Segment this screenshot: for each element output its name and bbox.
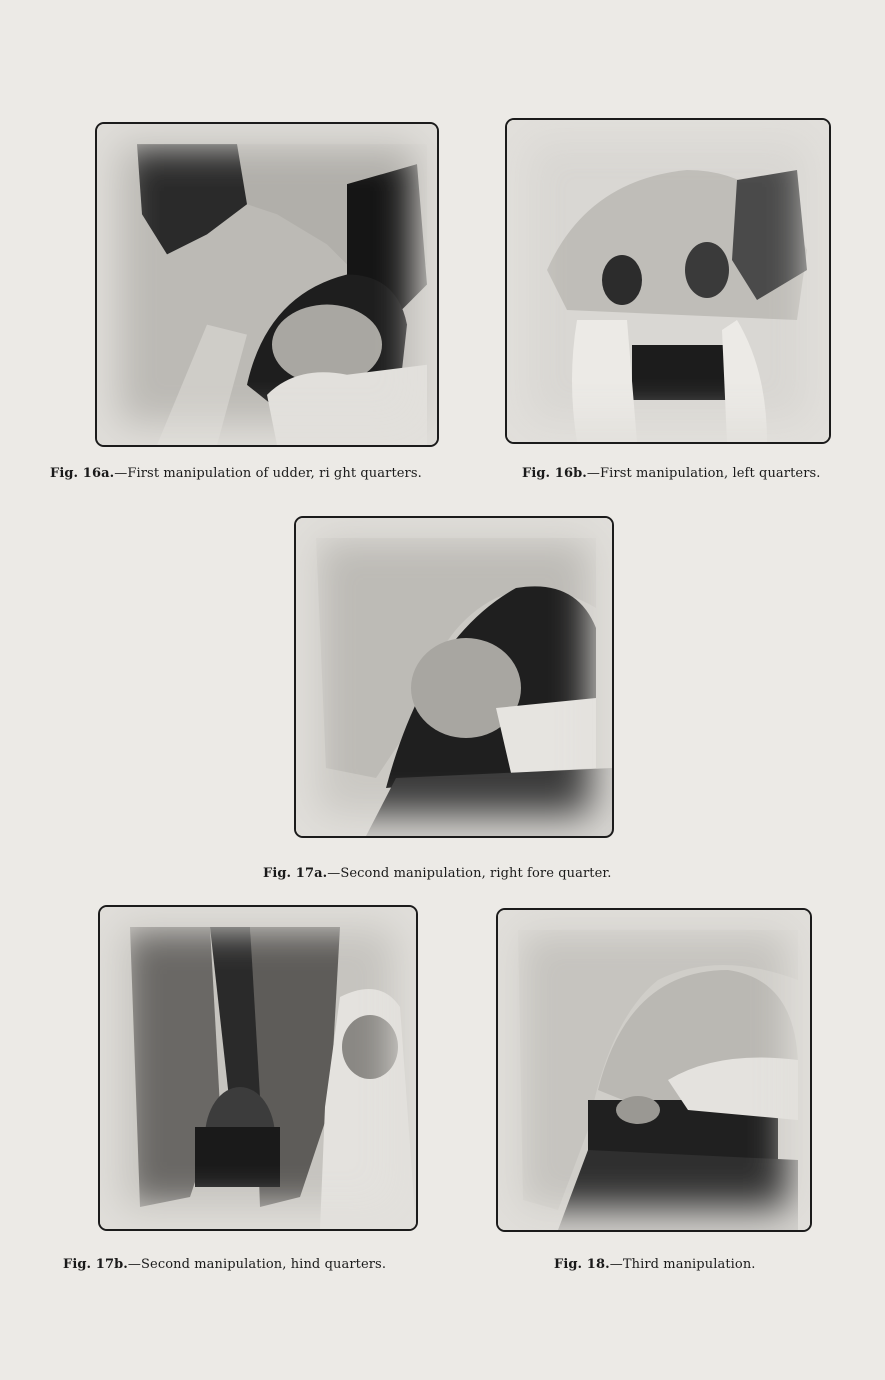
- figure-label: Fig. 17b.: [63, 1257, 128, 1272]
- photo-fig-17a: [294, 516, 614, 838]
- caption-fig-17b: [63, 1257, 386, 1272]
- figure-label: Fig. 18.: [554, 1257, 610, 1272]
- caption-fig-16b: [522, 466, 821, 481]
- figure-label: Fig. 16a.: [50, 466, 115, 481]
- caption-fig-17a: [263, 866, 612, 881]
- caption-text: —Second manipulation, hind quarters.: [127, 1257, 387, 1272]
- photo-fig-16a: [95, 122, 439, 447]
- caption-text: —Third manipulation.: [609, 1257, 756, 1272]
- caption-text: —First manipulation, left quarters.: [586, 466, 821, 481]
- caption-fig-16a: [50, 466, 422, 481]
- figure-label: Fig. 17a.: [263, 866, 328, 881]
- caption-text: —Second manipulation, right fore quarter.: [327, 866, 612, 881]
- photo-fig-16b: [505, 118, 831, 444]
- figure-label: Fig. 16b.: [522, 466, 587, 481]
- caption-fig-18: [554, 1257, 756, 1272]
- photo-fig-17b: [98, 905, 418, 1231]
- photo-fig-18: [496, 908, 812, 1232]
- caption-text: —First manipulation of udder, ri ght quarters.: [114, 466, 422, 481]
